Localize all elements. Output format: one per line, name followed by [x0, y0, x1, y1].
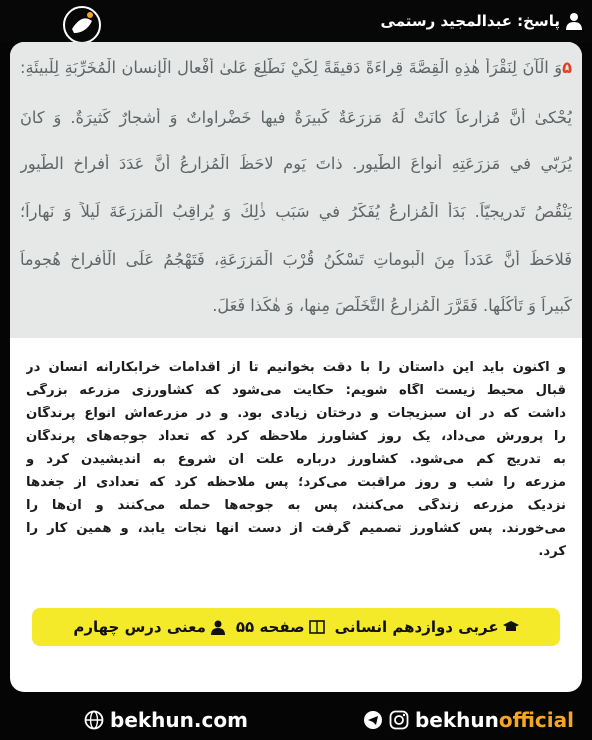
globe-icon [84, 710, 104, 730]
header-bar [0, 0, 592, 42]
content-card [10, 42, 582, 692]
social-footer [0, 700, 592, 740]
arabic-line-6: كَبيراً وَ تَأكُلُها. فَقَرَّرَ الْمُزارِعُ التَّخَلُّصَ مِنها، وَ هٰكَذا فَعَلَ. [212, 296, 572, 315]
persian-line: را پرورش می‌داد، یک روز کشاورز ملاحظه کرد که تعداد جوجه‌های پرندگان [26, 429, 566, 444]
handle-text: bekhunofficial [414, 708, 574, 732]
arabic-text-box [10, 42, 582, 338]
lesson-title: معنی درس چهارم [73, 618, 226, 636]
lesson-info-bar [32, 608, 560, 646]
arabic-line-3: يُرَبّي في مَزرَعَتِهِ أَنواعَ الطُّيورِ. ذاتَ يَومٍ لاحَظَ الْمُزارِعُ أَنَّ عَدَدَ أَفراخِ الطُّيورِ [20, 154, 572, 173]
arabic-line-1: ۵وَ الْآنَ لِنَقْرَأْ هٰذِهِ الْقِصَّةَ قِراءَةً دَقيقَةً لِكَيْ نَطَّلِعَ عَلىٰ أَفْعالِ الْإِنسانِ الْمُخَرِّبَةِ لِلْبيئَةِ: [20, 58, 572, 77]
persian-translation [10, 338, 582, 628]
book-title: عربی دوازدهم انسانی [335, 618, 519, 636]
answer-author [381, 8, 582, 34]
persian-line: داشت که در آن سبزیجات و درختان زیادی بود. و در مزرعه‌اش انواع پرندگان [26, 406, 566, 421]
page-number: صفحه ۵۵ [236, 618, 325, 636]
arabic-line-4: يَنْقُصُ تَدريجيّاً. بَدَأَ الْمُزارِعُ يُفَكِّرُ في سَبَبِ ذٰلِكَ وَ يُراقِبُ الْمَزرَعَةَ لَيلاً وَ نَهاراً؛ [20, 202, 572, 221]
persian-line: و اکنون باید این داستان را با دقت بخوانیم تا از اقدامات خرابکارانه انسان در [26, 360, 566, 375]
user-icon [566, 12, 582, 30]
social-handle[interactable] [363, 708, 574, 732]
answer-author-label: پاسخ: عبدالمجید رستمی [380, 12, 560, 30]
persian-line: کرد. [538, 544, 566, 559]
graduation-cap-icon [503, 619, 519, 635]
book-icon [309, 620, 325, 634]
website-text: bekhun.com [110, 708, 248, 732]
persian-line: قبال محیط زیست آگاه شویم: حکایت می‌شود که کشاورزی مزرعه بزرگی [26, 383, 566, 398]
website-link[interactable] [84, 708, 248, 732]
persian-line: مزرعه را شب و روز مراقبت می‌کرد؛ پس ملاحظه کرد که تعدادی از جغدها [26, 475, 566, 490]
telegram-icon [363, 710, 383, 730]
persian-line: می‌خورند. پس کشاورز تصمیم گرفت از دست آنها نجات یابد، و همین کار را [26, 521, 566, 536]
persian-line: به تدریج کم می‌شود. کشاورز درباره علت آن شروع به اندیشیدن کرد و [26, 452, 566, 467]
instagram-icon [389, 710, 409, 730]
question-number: ۵ [562, 58, 572, 77]
persian-line: نزدیک مزرعه زندگی می‌کنند، پس به جوجه‌ها حمله می‌کنند و آن‌ها را [26, 498, 566, 513]
arabic-line-2: يُحْكىٰ أَنَّ مُزارِعاً كانَتْ لَهُ مَزرَعَةٌ كَبيرَةٌ فيها خَضْراواتٌ وَ أَشجارٌ كَثيرَةٌ. وَ كانَ [20, 108, 572, 127]
student-icon [210, 619, 226, 635]
arabic-line-5: فَلاحَظَ أَنَّ عَدَداً مِنَ الْبوماتِ تَسْكُنُ قُرْبَ الْمَزرَعَةِ، فَتَهْجُمُ عَلَى الْأَفراخِ هُجوماً [20, 250, 572, 269]
